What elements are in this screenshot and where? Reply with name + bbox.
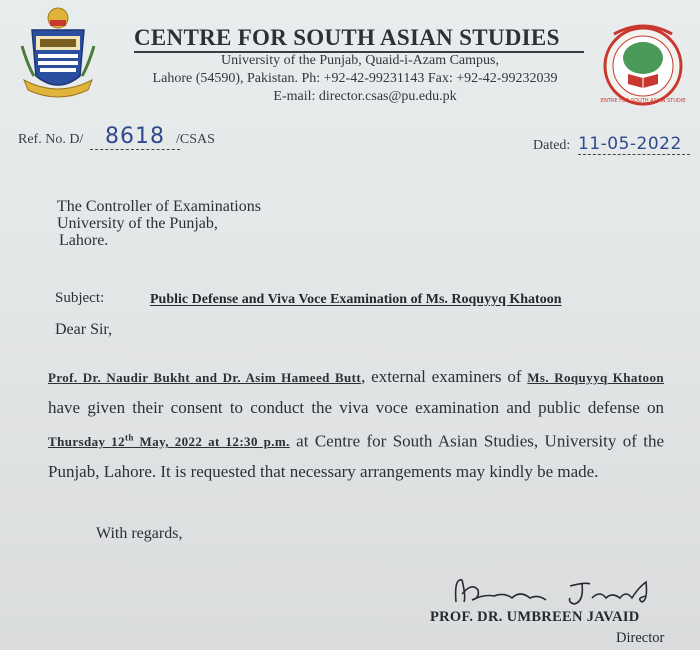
subject-label: Subject: [55, 290, 105, 306]
recipient-line-1: The Controller of Examinations [57, 198, 261, 215]
exam-date [48, 434, 290, 449]
university-crest-logo [18, 6, 98, 102]
candidate-name: Ms. Roquyyq Khatoon [527, 370, 664, 385]
institution-title: CENTRE FOR SOUTH ASIAN STUDIES [134, 25, 584, 53]
body-text-1: , external examiners of [361, 367, 528, 386]
recipient-address [57, 198, 261, 249]
signatory-title: Director [616, 630, 665, 646]
address-line-2: Lahore (54590), Pakistan. Ph: +92-42-99231143 Fax: +92-42-99232039 [152, 71, 558, 86]
ref-label: Ref. No. D/ [18, 132, 84, 147]
address-line-1: University of the Punjab, Quaid-i-Azam Campus, [220, 53, 499, 68]
recipient-line-2: University of the Punjab, [57, 215, 218, 232]
signatory-name: PROF. DR. UMBREEN JAVAID [430, 609, 640, 625]
recipient-line-3: Lahore. [59, 232, 109, 249]
dated-value: 11-05-2022 [578, 134, 690, 155]
csas-seal-logo [600, 18, 686, 108]
exam-date-day: Thursday 12 [48, 434, 125, 450]
body-text-2: have given their consent to conduct the viva voce examination and public defense on [48, 398, 664, 417]
subject-text: Public Defense and Viva Voce Examination of Ms. Roquyyq Khatoon [150, 292, 562, 307]
email-line: E-mail: director.csas@pu.edu.pk [273, 89, 457, 104]
ref-suffix: /CSAS [176, 132, 215, 147]
handwritten-signature [450, 572, 670, 612]
exam-date-rest: May, 2022 at 12:30 p.m. [133, 434, 290, 450]
seal-text: CENTRE FOR SOUTH ASIAN STUDIES [600, 98, 686, 104]
body-paragraph [48, 362, 664, 487]
ref-number: 8618 [90, 124, 180, 150]
closing: With regards, [96, 525, 183, 542]
examiners-names: Prof. Dr. Naudir Bukht and Dr. Asim Hameed Butt [48, 370, 362, 385]
dated-label: Dated: [533, 138, 571, 153]
exam-date-suffix: th [124, 433, 134, 443]
salutation: Dear Sir, [55, 321, 113, 338]
body-text-3: at Centre for South Asian Studies, University of the Punjab, Lahore. It is requested that necessary arrangements may kindly be made. [48, 431, 664, 482]
